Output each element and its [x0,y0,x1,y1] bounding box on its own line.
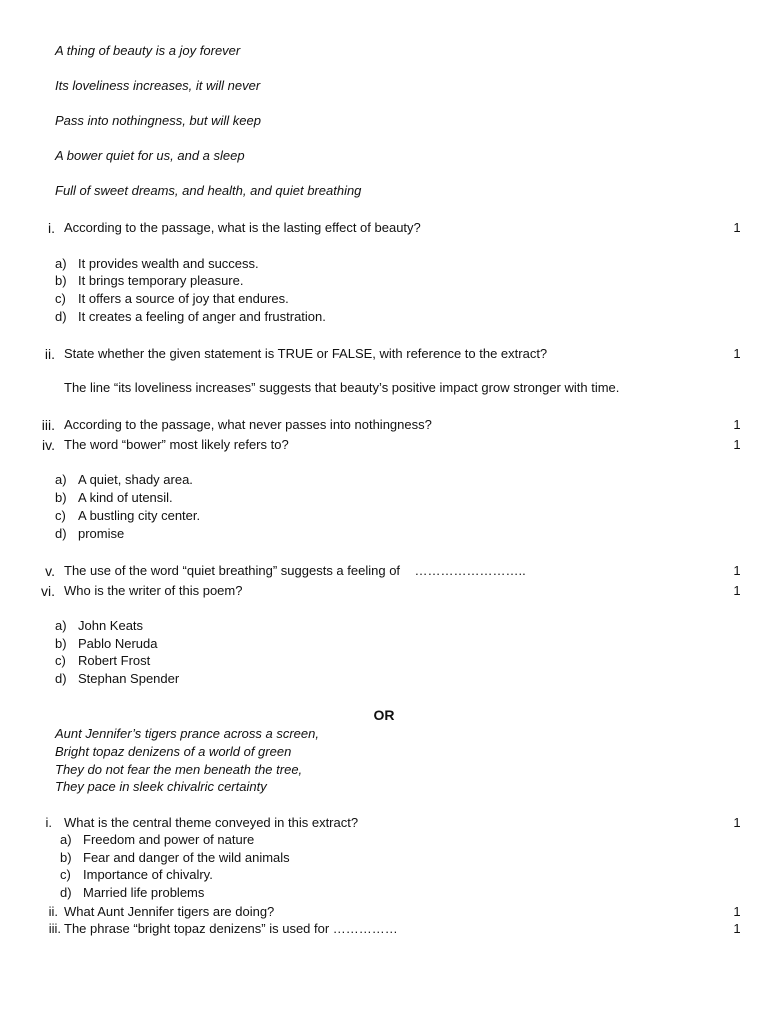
option-label: d) [55,526,67,541]
question-number: iv. [42,437,55,453]
question-number: ii. [48,904,58,919]
option-text: It creates a feeling of anger and frustration. [78,309,326,324]
option-text: Pablo Neruda [78,636,158,651]
option-text: It provides wealth and success. [78,256,259,271]
question-text: The use of the word “quiet breathing” suggests a feeling of …………………….. [64,563,526,578]
option-text: Robert Frost [78,653,151,668]
option-text: A kind of utensil. [78,490,173,505]
option-text: Fear and danger of the wild animals [83,850,290,865]
question-text: Who is the writer of this poem? [64,583,243,598]
option-text: A bustling city center. [78,508,201,523]
option-label: b) [55,490,67,505]
poem-line: A bower quiet for us, and a sleep [55,148,245,163]
option-text: Freedom and power of nature [83,832,255,847]
question-number: i. [48,220,55,236]
question-number: i. [45,815,52,830]
option-label: b) [60,850,72,865]
option-text: It offers a source of joy that endures. [78,291,289,306]
question-marks: 1 [733,904,741,919]
poem-line: Its loveliness increases, it will never [55,78,261,93]
option-label: a) [55,618,67,633]
option-label: a) [55,472,67,487]
poem-line: Full of sweet dreams, and health, and quiet breathing [55,183,362,198]
option-label: a) [55,256,67,271]
question-marks: 1 [733,417,741,432]
option-label: c) [55,291,66,306]
option-label: c) [60,867,71,882]
poem-line: Bright topaz denizens of a world of green [55,744,292,759]
option-label: d) [60,885,72,900]
option-text: A quiet, shady area. [78,472,193,487]
option-label: c) [55,653,66,668]
question-marks: 1 [733,815,741,830]
question-number: iii. [41,417,55,433]
poem-line: Aunt Jennifer’s tigers prance across a screen, [55,726,319,741]
question-marks: 1 [733,921,741,936]
option-text: It brings temporary pleasure. [78,273,244,288]
option-text: Married life problems [83,885,205,900]
question-marks: 1 [733,437,741,452]
option-label: d) [55,309,67,324]
option-text: promise [78,526,125,541]
question-marks: 1 [733,583,741,598]
poem-line: They do not fear the men beneath the tree, [55,762,303,777]
question-number: vi. [41,583,55,599]
question-text: The phrase “bright topaz denizens” is used for …………… [64,921,398,936]
question-text: According to the passage, what never passes into nothingness? [64,417,432,432]
or-divider: OR [373,707,395,723]
poem-line: A thing of beauty is a joy forever [55,43,241,58]
question-text: What is the central theme conveyed in this extract? [64,815,359,830]
option-label: b) [55,273,67,288]
option-text: John Keats [78,618,144,633]
option-label: d) [55,671,67,686]
poem-line: They pace in sleek chivalric certainty [55,779,267,794]
question-marks: 1 [733,220,741,235]
true-false-statement: The line “its loveliness increases” suggests that beauty’s positive impact grow stronger with time. [64,380,620,395]
question-number: iii. [48,921,61,936]
question-number: ii. [44,346,55,362]
option-label: c) [55,508,66,523]
question-text: What Aunt Jennifer tigers are doing? [64,904,275,919]
option-text: Importance of chivalry. [83,867,213,882]
question-text: State whether the given statement is TRUE or FALSE, with reference to the extract? [64,346,548,361]
option-text: Stephan Spender [78,671,180,686]
question-text: According to the passage, what is the lasting effect of beauty? [64,220,421,235]
poem-line: Pass into nothingness, but will keep [55,113,261,128]
question-marks: 1 [733,563,741,578]
question-number: v. [45,563,55,579]
option-label: a) [60,832,72,847]
option-label: b) [55,636,67,651]
question-text: The word “bower” most likely refers to? [64,437,289,452]
question-marks: 1 [733,346,741,361]
